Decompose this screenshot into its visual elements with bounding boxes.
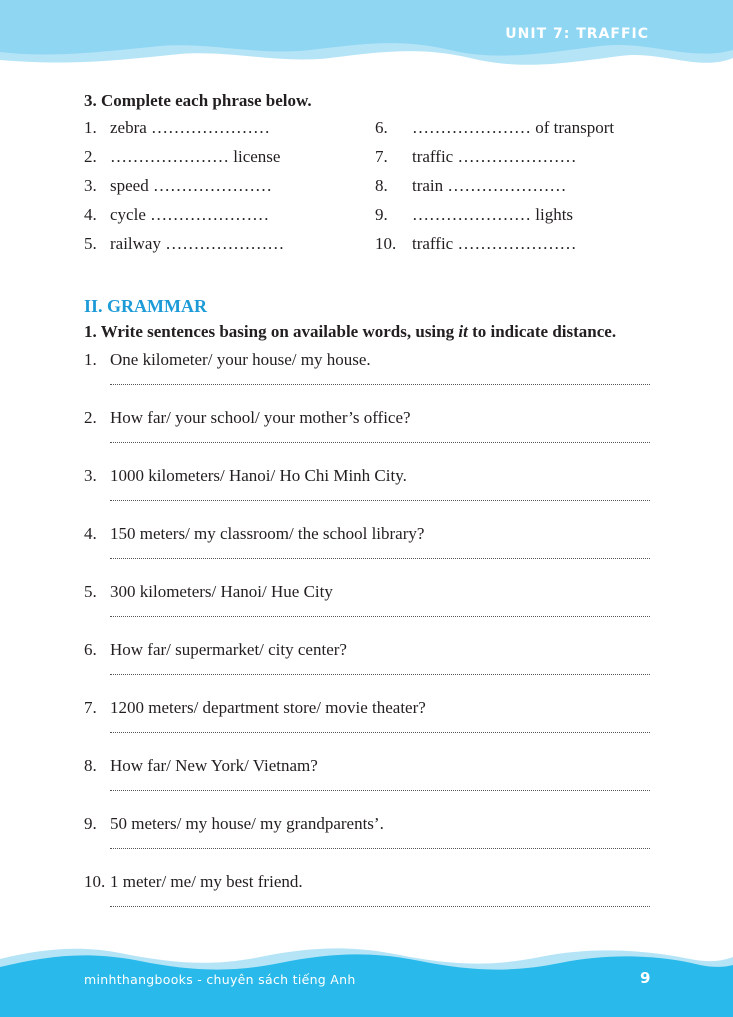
unit-title: UNIT 7: TRAFFIC <box>505 26 649 42</box>
answer-line[interactable] <box>110 790 650 791</box>
answer-line[interactable] <box>110 384 650 385</box>
item-prompt: 300 kilometers/ Hanoi/ Hue City <box>110 582 333 601</box>
answer-line[interactable] <box>110 906 650 907</box>
phrase-item <box>84 117 270 139</box>
item-number: 2. <box>84 408 97 427</box>
item-number: 5. <box>84 582 97 601</box>
instruction-text: 1. Write sentences basing on available words, using <box>84 322 459 341</box>
phrase-item <box>84 175 272 197</box>
phrase-number: 9. <box>375 205 388 224</box>
instruction-text: to indicate distance. <box>467 322 617 341</box>
phrase-number: 8. <box>375 176 388 195</box>
footer-publisher-text: minhthangbooks - chuyên sách tiếng Anh <box>84 972 356 987</box>
phrase-item <box>84 233 284 255</box>
item-prompt: One kilometer/ your house/ my house. <box>110 350 371 369</box>
answer-line[interactable] <box>110 848 650 849</box>
item-number: 6. <box>84 640 97 659</box>
exercise-item <box>84 517 650 575</box>
exercise-item <box>84 633 650 691</box>
phrase-item <box>84 146 280 168</box>
answer-line[interactable] <box>110 616 650 617</box>
phrase-text: speed ………………… <box>110 176 272 195</box>
answer-line[interactable] <box>110 500 650 501</box>
item-prompt: How far/ your school/ your mother’s office? <box>110 408 411 427</box>
item-number: 10. <box>84 872 106 891</box>
exercise-item <box>84 749 650 807</box>
phrase-number: 4. <box>84 205 97 224</box>
item-prompt: How far/ New York/ Vietnam? <box>110 756 318 775</box>
item-number: 9. <box>84 814 97 833</box>
exercise-item <box>84 459 650 517</box>
phrase-text: cycle ………………… <box>110 205 270 224</box>
phrase-number: 1. <box>84 118 97 137</box>
exercise-item <box>84 807 650 865</box>
phrase-text: zebra ………………… <box>110 118 271 137</box>
phrase-text: traffic ………………… <box>412 234 577 253</box>
phrase-number: 3. <box>84 176 97 195</box>
phrase-item <box>84 204 269 226</box>
item-number: 8. <box>84 756 97 775</box>
phrase-text: ………………… lights <box>412 205 574 224</box>
exercise-item <box>84 865 650 923</box>
item-number: 4. <box>84 524 97 543</box>
item-prompt: 1200 meters/ department store/ movie theater? <box>110 698 426 717</box>
phrase-item <box>375 117 614 139</box>
phrase-number: 10. <box>375 234 397 253</box>
answer-line[interactable] <box>110 442 650 443</box>
exercise-item <box>84 575 650 633</box>
phrase-text: ………………… license <box>110 147 281 166</box>
phrase-text: traffic ………………… <box>412 147 577 166</box>
phrase-item <box>375 233 576 255</box>
exercise-item <box>84 691 650 749</box>
exercise-item <box>84 343 650 401</box>
phrase-number: 7. <box>375 147 388 166</box>
grammar-instruction <box>84 321 650 343</box>
item-prompt: 150 meters/ my classroom/ the school library? <box>110 524 425 543</box>
phrase-text: ………………… of transport <box>412 118 615 137</box>
instruction-italic-word: it <box>458 322 468 341</box>
page-number: 9 <box>640 969 651 987</box>
item-prompt: 1 meter/ me/ my best friend. <box>110 872 303 891</box>
phrase-grid <box>84 117 650 262</box>
item-prompt: How far/ supermarket/ city center? <box>110 640 347 659</box>
phrase-number: 2. <box>84 147 97 166</box>
phrase-text: railway ………………… <box>110 234 285 253</box>
answer-line[interactable] <box>110 674 650 675</box>
item-prompt: 50 meters/ my house/ my grandparents’. <box>110 814 384 833</box>
phrase-item <box>375 175 566 197</box>
grammar-section-title: II. GRAMMAR <box>84 296 207 316</box>
answer-line[interactable] <box>110 732 650 733</box>
exercise-item <box>84 401 650 459</box>
phrase-number: 5. <box>84 234 97 253</box>
phrase-item <box>375 204 573 226</box>
phrase-text: train ………………… <box>412 176 567 195</box>
item-number: 1. <box>84 350 97 369</box>
phrase-number: 6. <box>375 118 388 137</box>
section-3-heading: 3. Complete each phrase below. <box>84 91 312 110</box>
answer-line[interactable] <box>110 558 650 559</box>
item-number: 7. <box>84 698 97 717</box>
phrase-item <box>375 146 576 168</box>
worksheet-content <box>84 90 650 923</box>
item-number: 3. <box>84 466 97 485</box>
item-prompt: 1000 kilometers/ Hanoi/ Ho Chi Minh City. <box>110 466 407 485</box>
